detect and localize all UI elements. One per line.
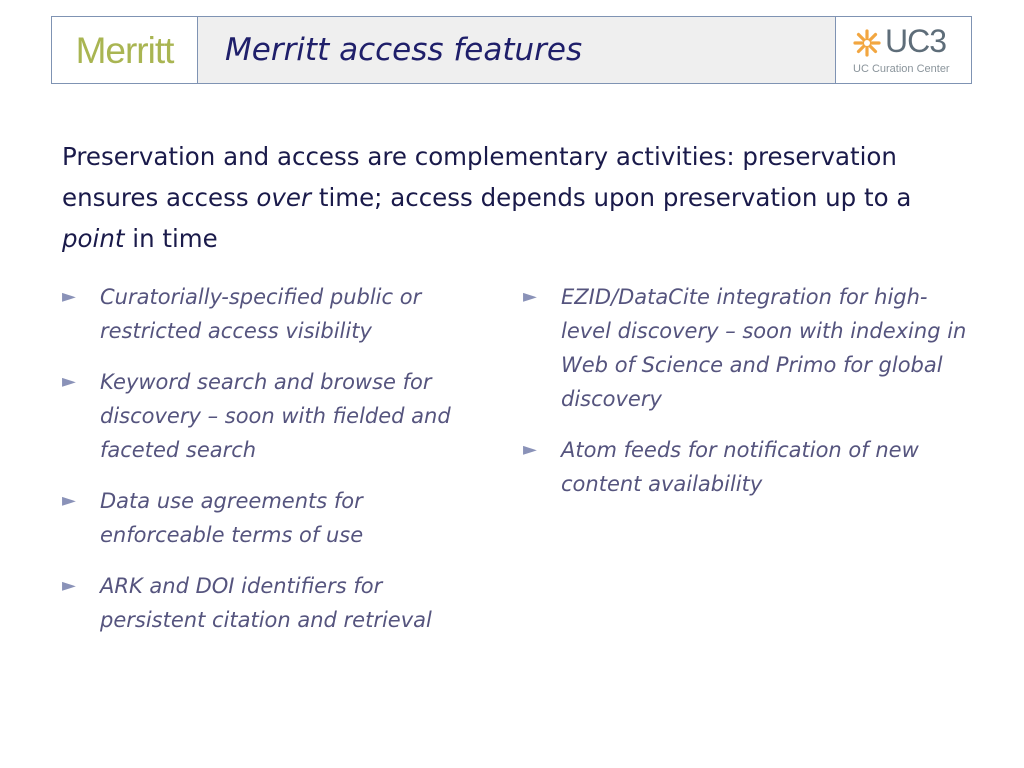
bullet-text: Keyword search and browse for discovery – soon with fielded and faceted search xyxy=(100,370,451,462)
feature-list-right xyxy=(523,280,968,518)
bullet-text: EZID/DataCite integration for high-level discovery – soon with indexing in Web of Science and Primo for global discovery xyxy=(561,285,967,411)
intro-text-1: Preservation and access are complementary activities: preservation ensures access xyxy=(62,142,897,212)
bullet-text: Data use agreements for enforceable terms of use xyxy=(100,489,364,547)
intro-emphasis-over: over xyxy=(256,183,312,212)
uc3-name: UC3 xyxy=(885,23,947,59)
title-box xyxy=(198,17,835,83)
triangle-right-icon: ► xyxy=(523,439,537,460)
triangle-right-icon: ► xyxy=(523,286,537,307)
triangle-right-icon: ► xyxy=(62,371,76,392)
list-item xyxy=(62,484,487,552)
intro-emphasis-point: point xyxy=(62,224,125,253)
list-item xyxy=(523,280,968,416)
bullet-text: Atom feeds for notification of new content availability xyxy=(561,438,919,496)
bullet-text: Curatorially-specified public or restricted access visibility xyxy=(100,285,422,343)
bullet-text: ARK and DOI identifiers for persistent citation and retrieval xyxy=(100,574,432,632)
header-banner xyxy=(51,16,972,84)
feature-list-left xyxy=(62,280,487,654)
list-item xyxy=(62,365,487,467)
merritt-logo-box xyxy=(52,17,198,83)
page-title: Merritt access features xyxy=(225,32,583,68)
sunburst-icon xyxy=(852,28,882,58)
merritt-logo: Merritt xyxy=(75,29,174,71)
intro-text-2: time; access depends upon preservation up to a xyxy=(311,183,912,212)
list-item xyxy=(523,433,968,501)
triangle-right-icon: ► xyxy=(62,490,76,511)
uc3-logo xyxy=(835,17,971,83)
triangle-right-icon: ► xyxy=(62,575,76,596)
uc3-subtitle: UC Curation Center xyxy=(853,63,950,75)
list-item xyxy=(62,280,487,348)
intro-paragraph xyxy=(62,136,962,259)
triangle-right-icon: ► xyxy=(62,286,76,307)
intro-text-3: in time xyxy=(124,224,218,253)
list-item xyxy=(62,569,487,637)
